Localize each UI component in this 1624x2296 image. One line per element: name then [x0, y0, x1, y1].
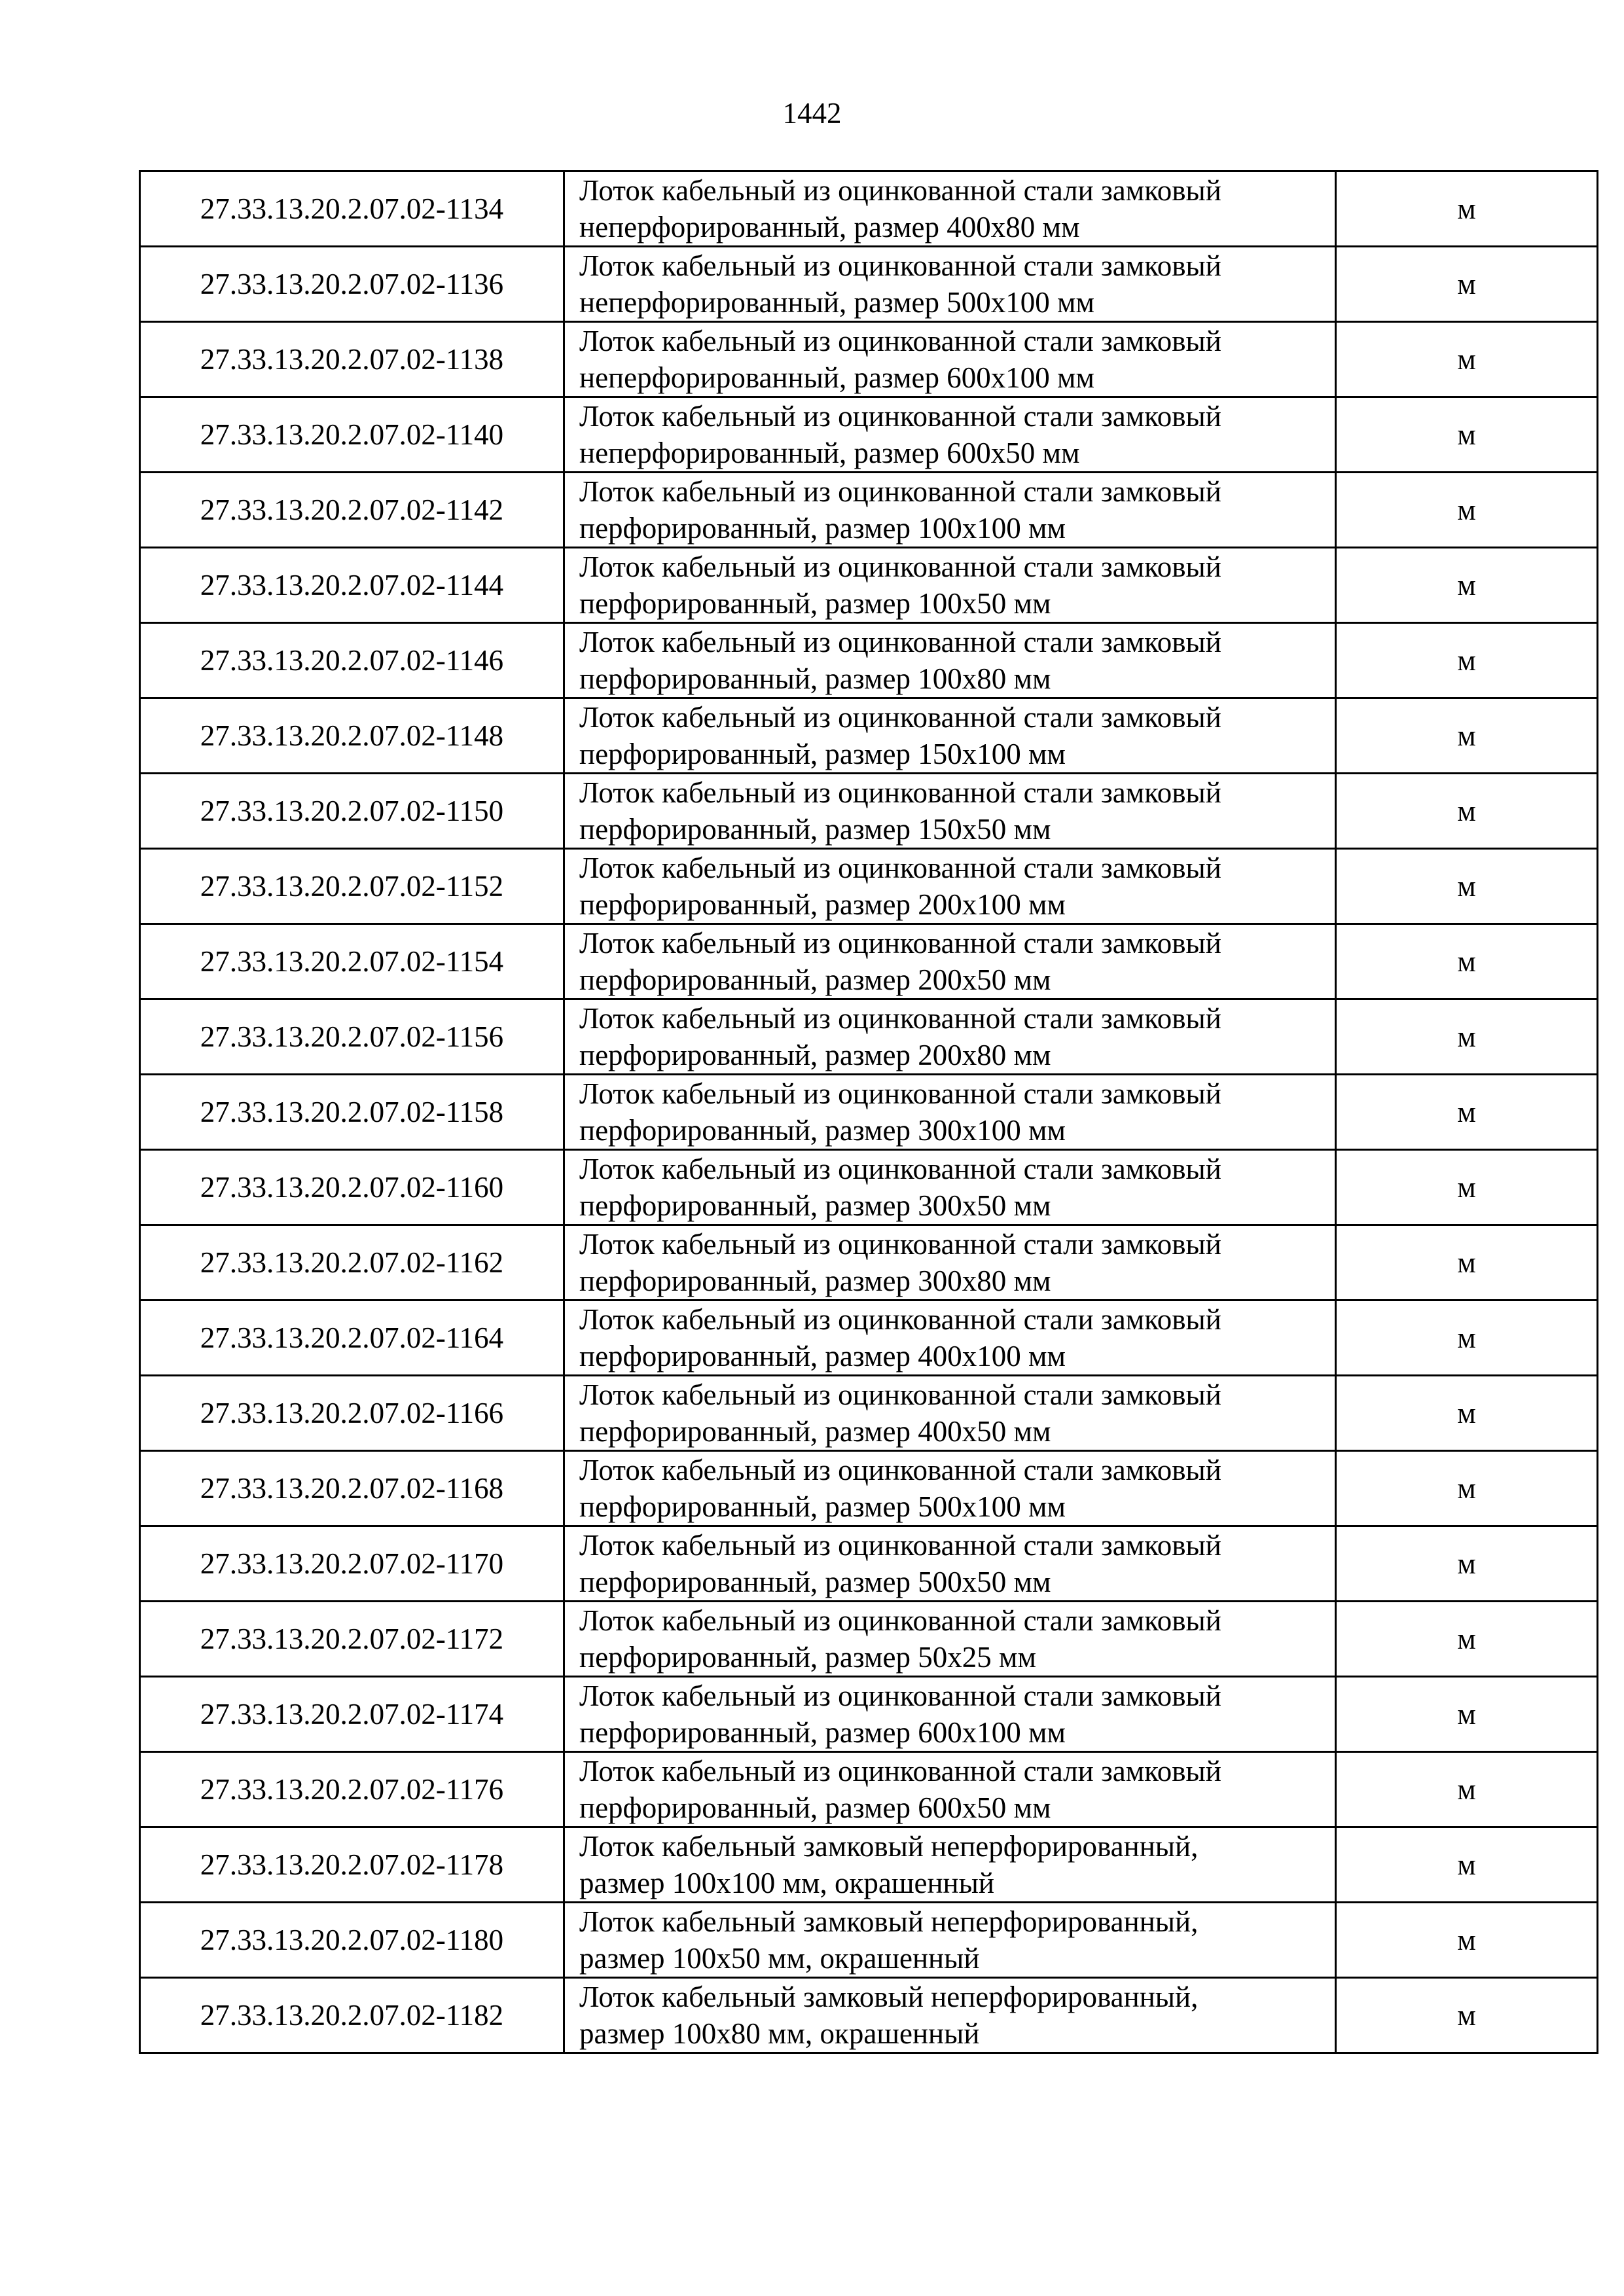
resource-name-cell: [564, 1602, 1336, 1677]
table-row: [140, 322, 1598, 397]
resource-code-cell: 27.33.13.20.2.07.02-1156: [140, 999, 564, 1075]
resource-name-line-2: перфорированный, размер 400х100 мм: [579, 1340, 1066, 1372]
resource-name-line-2: перфорированный, размер 300х50 мм: [579, 1189, 1051, 1222]
resource-name-line-2: неперфорированный, размер 600х50 мм: [579, 437, 1080, 469]
unit-cell: м: [1336, 473, 1598, 548]
unit-cell: м: [1336, 1978, 1598, 2053]
resource-name-line-2: перфорированный, размер 150х50 мм: [579, 813, 1051, 846]
table-row: [140, 1752, 1598, 1827]
table-row: [140, 1451, 1598, 1526]
resource-name-line-1: Лоток кабельный замковый неперфорированный,: [579, 1981, 1199, 2013]
resource-name-line-2: перфорированный, размер 300х100 мм: [579, 1114, 1066, 1147]
table-row: [140, 1300, 1598, 1376]
resource-name-cell: [564, 1526, 1336, 1602]
resource-name-line-1: Лоток кабельный из оцинкованной стали замковый: [579, 1529, 1221, 1562]
page-number: 1442: [782, 97, 842, 130]
resource-code-cell: 27.33.13.20.2.07.02-1174: [140, 1677, 564, 1752]
resource-name-line-2: неперфорированный, размер 600х100 мм: [579, 361, 1094, 394]
resource-name-cell: [564, 1376, 1336, 1451]
table-row: [140, 1677, 1598, 1752]
resource-name-cell: [564, 924, 1336, 999]
unit-cell: м: [1336, 1300, 1598, 1376]
resource-name-line-1: Лоток кабельный из оцинкованной стали замковый: [579, 776, 1221, 809]
resource-name-line-2: размер 100х100 мм, окрашенный: [579, 1867, 994, 1899]
resource-name-line-1: Лоток кабельный из оцинкованной стали замковый: [579, 400, 1221, 433]
resource-code-cell: 27.33.13.20.2.07.02-1164: [140, 1300, 564, 1376]
unit-cell: м: [1336, 849, 1598, 924]
resource-name-cell: [564, 1903, 1336, 1978]
table-row: [140, 548, 1598, 623]
resource-name-line-2: размер 100х50 мм, окрашенный: [579, 1942, 980, 1975]
unit-cell: м: [1336, 924, 1598, 999]
resource-name-cell: [564, 322, 1336, 397]
resource-name-cell: [564, 1300, 1336, 1376]
resource-name-line-2: перфорированный, размер 200х100 мм: [579, 888, 1066, 921]
unit-cell: м: [1336, 1376, 1598, 1451]
table-row: [140, 247, 1598, 322]
table-row: [140, 623, 1598, 698]
resource-name-line-2: перфорированный, размер 200х80 мм: [579, 1039, 1051, 1071]
resource-name-line-2: перфорированный, размер 100х100 мм: [579, 512, 1066, 545]
resource-name-cell: [564, 849, 1336, 924]
resource-name-cell: [564, 1677, 1336, 1752]
table-row: [140, 774, 1598, 849]
unit-cell: м: [1336, 774, 1598, 849]
resource-code-cell: 27.33.13.20.2.07.02-1158: [140, 1075, 564, 1150]
table-row: [140, 473, 1598, 548]
resource-name-cell: [564, 623, 1336, 698]
resource-code-cell: 27.33.13.20.2.07.02-1150: [140, 774, 564, 849]
resource-code-cell: 27.33.13.20.2.07.02-1168: [140, 1451, 564, 1526]
resource-name-line-2: размер 100х80 мм, окрашенный: [579, 2017, 980, 2050]
resource-code-cell: 27.33.13.20.2.07.02-1144: [140, 548, 564, 623]
resource-name-line-1: Лоток кабельный из оцинкованной стали замковый: [579, 475, 1221, 508]
resource-name-line-2: перфорированный, размер 100х80 мм: [579, 662, 1051, 695]
resource-name-cell: [564, 1150, 1336, 1225]
unit-cell: м: [1336, 999, 1598, 1075]
resource-name-cell: [564, 1225, 1336, 1300]
resource-name-line-1: Лоток кабельный из оцинкованной стали замковый: [579, 927, 1221, 960]
unit-cell: м: [1336, 1602, 1598, 1677]
resource-name-cell: [564, 473, 1336, 548]
resource-name-line-2: перфорированный, размер 600х50 мм: [579, 1791, 1051, 1824]
unit-cell: м: [1336, 1827, 1598, 1903]
resource-name-line-2: перфорированный, размер 400х50 мм: [579, 1415, 1051, 1448]
resource-name-line-2: перфорированный, размер 150х100 мм: [579, 738, 1066, 770]
resource-name-line-1: Лоток кабельный из оцинкованной стали замковый: [579, 1679, 1221, 1712]
resource-name-line-2: неперфорированный, размер 400х80 мм: [579, 211, 1080, 243]
table-row: [140, 1150, 1598, 1225]
unit-cell: м: [1336, 623, 1598, 698]
unit-cell: м: [1336, 1903, 1598, 1978]
resource-code-cell: 27.33.13.20.2.07.02-1148: [140, 698, 564, 774]
unit-cell: м: [1336, 322, 1598, 397]
resource-name-line-1: Лоток кабельный из оцинкованной стали замковый: [579, 1454, 1221, 1486]
resource-name-line-2: перфорированный, размер 200х50 мм: [579, 963, 1051, 996]
unit-cell: м: [1336, 1225, 1598, 1300]
resource-code-cell: 27.33.13.20.2.07.02-1176: [140, 1752, 564, 1827]
resource-name-cell: [564, 698, 1336, 774]
table-row: [140, 999, 1598, 1075]
resource-code-cell: 27.33.13.20.2.07.02-1138: [140, 322, 564, 397]
resource-name-line-2: перфорированный, размер 100х50 мм: [579, 587, 1051, 620]
resource-name-cell: [564, 247, 1336, 322]
resource-code-cell: 27.33.13.20.2.07.02-1182: [140, 1978, 564, 2053]
table-row: [140, 924, 1598, 999]
resource-name-line-1: Лоток кабельный из оцинкованной стали замковый: [579, 626, 1221, 658]
table-row: [140, 397, 1598, 473]
resource-name-line-1: Лоток кабельный из оцинкованной стали замковый: [579, 1228, 1221, 1261]
resource-name-cell: [564, 1978, 1336, 2053]
resource-name-line-1: Лоток кабельный из оцинкованной стали замковый: [579, 174, 1221, 207]
table-row: [140, 1903, 1598, 1978]
table-row: [140, 171, 1598, 247]
table-row: [140, 1075, 1598, 1150]
table-row: [140, 1526, 1598, 1602]
resource-code-cell: 27.33.13.20.2.07.02-1146: [140, 623, 564, 698]
resource-name-line-2: перфорированный, размер 300х80 мм: [579, 1265, 1051, 1297]
unit-cell: м: [1336, 548, 1598, 623]
resource-name-line-1: Лоток кабельный из оцинкованной стали замковый: [579, 325, 1221, 357]
unit-cell: м: [1336, 1075, 1598, 1150]
resource-name-line-2: неперфорированный, размер 500х100 мм: [579, 286, 1094, 319]
resource-code-cell: 27.33.13.20.2.07.02-1134: [140, 171, 564, 247]
catalog-table: [139, 170, 1598, 2054]
unit-cell: м: [1336, 171, 1598, 247]
resource-name-line-1: Лоток кабельный из оцинкованной стали замковый: [579, 852, 1221, 884]
resource-name-line-1: Лоток кабельный из оцинкованной стали замковый: [579, 1153, 1221, 1185]
table-row: [140, 1225, 1598, 1300]
resource-name-cell: [564, 548, 1336, 623]
resource-name-line-1: Лоток кабельный из оцинкованной стали замковый: [579, 1002, 1221, 1035]
resource-name-line-1: Лоток кабельный из оцинкованной стали замковый: [579, 1755, 1221, 1787]
unit-cell: м: [1336, 1150, 1598, 1225]
resource-name-cell: [564, 171, 1336, 247]
table-row: [140, 1978, 1598, 2053]
resource-name-line-2: перфорированный, размер 500х50 мм: [579, 1566, 1051, 1598]
resource-name-line-1: Лоток кабельный замковый неперфорированный,: [579, 1830, 1199, 1863]
resource-name-line-1: Лоток кабельный из оцинкованной стали замковый: [579, 550, 1221, 583]
table-row: [140, 698, 1598, 774]
table-row: [140, 1602, 1598, 1677]
table-row: [140, 1376, 1598, 1451]
resource-code-cell: 27.33.13.20.2.07.02-1140: [140, 397, 564, 473]
resource-name-cell: [564, 1075, 1336, 1150]
resource-name-line-2: перфорированный, размер 50х25 мм: [579, 1641, 1036, 1674]
resource-code-cell: 27.33.13.20.2.07.02-1154: [140, 924, 564, 999]
unit-cell: м: [1336, 698, 1598, 774]
resource-name-line-2: перфорированный, размер 500х100 мм: [579, 1490, 1066, 1523]
resource-name-line-1: Лоток кабельный из оцинкованной стали замковый: [579, 1303, 1221, 1336]
resource-name-line-1: Лоток кабельный из оцинкованной стали замковый: [579, 1378, 1221, 1411]
resource-code-cell: 27.33.13.20.2.07.02-1160: [140, 1150, 564, 1225]
unit-cell: м: [1336, 1451, 1598, 1526]
resource-name-line-1: Лоток кабельный из оцинкованной стали замковый: [579, 1077, 1221, 1110]
unit-cell: м: [1336, 1677, 1598, 1752]
resource-name-cell: [564, 999, 1336, 1075]
unit-cell: м: [1336, 397, 1598, 473]
resource-code-cell: 27.33.13.20.2.07.02-1152: [140, 849, 564, 924]
resource-code-cell: 27.33.13.20.2.07.02-1166: [140, 1376, 564, 1451]
resource-code-cell: 27.33.13.20.2.07.02-1142: [140, 473, 564, 548]
resource-name-cell: [564, 1752, 1336, 1827]
unit-cell: м: [1336, 247, 1598, 322]
resource-code-cell: 27.33.13.20.2.07.02-1172: [140, 1602, 564, 1677]
resource-code-cell: 27.33.13.20.2.07.02-1178: [140, 1827, 564, 1903]
resource-name-line-1: Лоток кабельный из оцинкованной стали замковый: [579, 701, 1221, 734]
table-row: [140, 849, 1598, 924]
resource-name-cell: [564, 1827, 1336, 1903]
resource-code-cell: 27.33.13.20.2.07.02-1162: [140, 1225, 564, 1300]
table-row: [140, 1827, 1598, 1903]
resource-name-line-1: Лоток кабельный из оцинкованной стали замковый: [579, 1604, 1221, 1637]
resource-name-line-1: Лоток кабельный из оцинкованной стали замковый: [579, 249, 1221, 282]
resource-code-cell: 27.33.13.20.2.07.02-1170: [140, 1526, 564, 1602]
resource-name-cell: [564, 397, 1336, 473]
unit-cell: м: [1336, 1752, 1598, 1827]
resource-name-cell: [564, 774, 1336, 849]
resource-name-line-1: Лоток кабельный замковый неперфорированный,: [579, 1905, 1199, 1938]
catalog-table-body: [140, 171, 1598, 2053]
unit-cell: м: [1336, 1526, 1598, 1602]
resource-name-line-2: перфорированный, размер 600х100 мм: [579, 1716, 1066, 1749]
resource-code-cell: 27.33.13.20.2.07.02-1180: [140, 1903, 564, 1978]
resource-code-cell: 27.33.13.20.2.07.02-1136: [140, 247, 564, 322]
resource-name-cell: [564, 1451, 1336, 1526]
